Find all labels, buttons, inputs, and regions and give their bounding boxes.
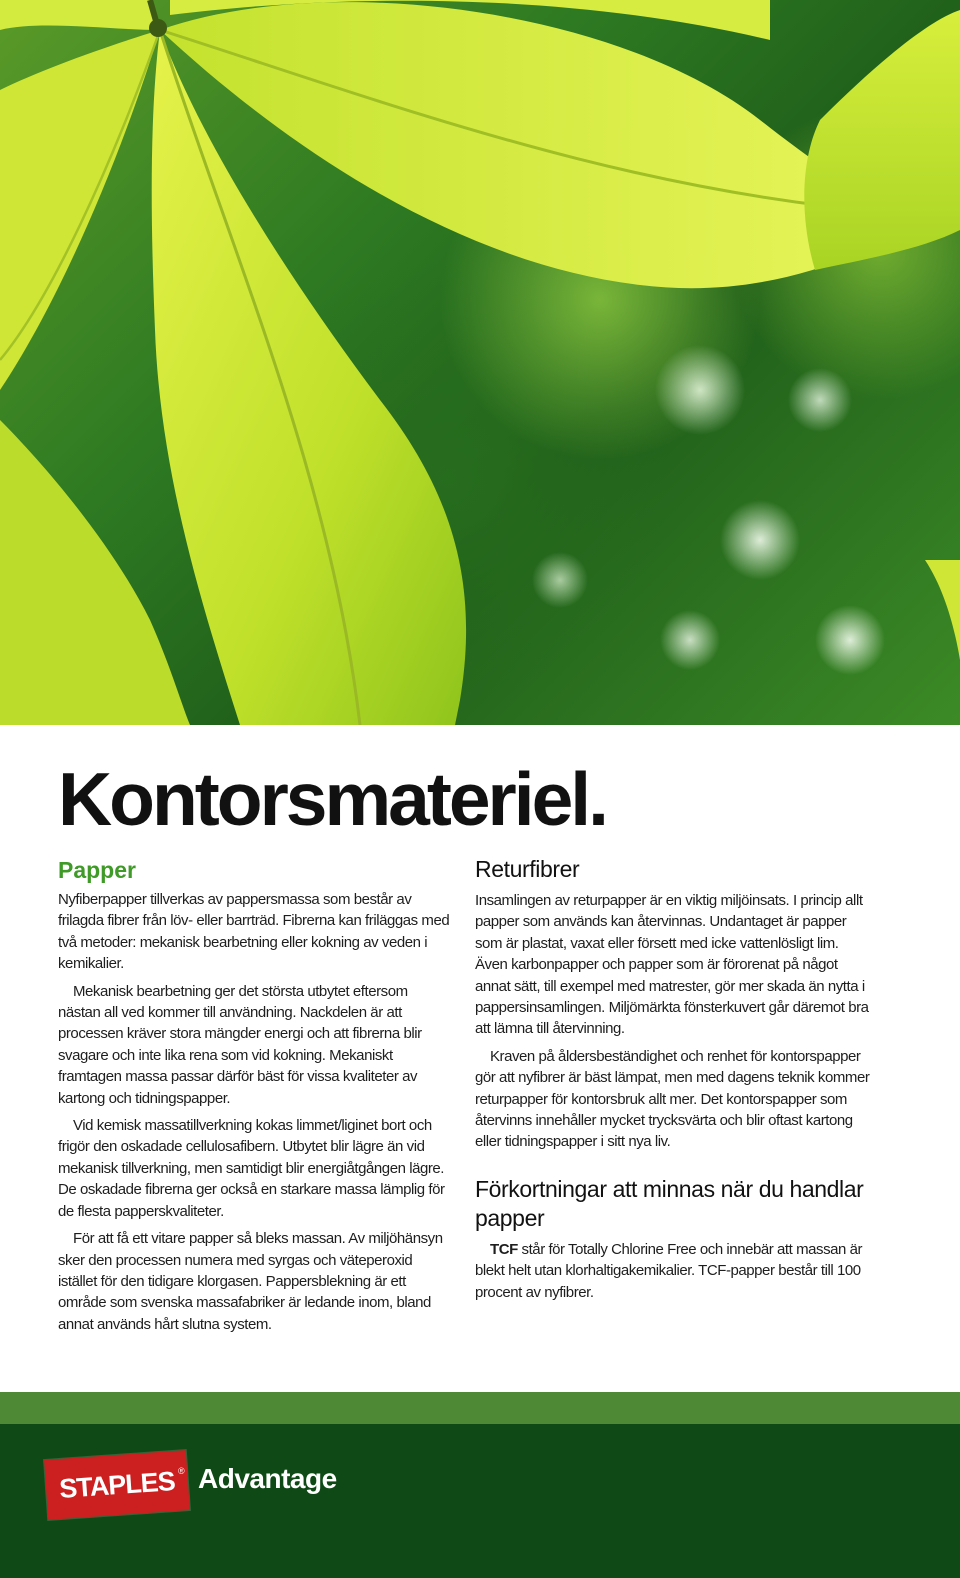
leaf-bottom-right: [925, 560, 960, 660]
leaf-far-right: [804, 10, 960, 270]
staples-logo-text: STAPLES: [58, 1465, 176, 1504]
heading-papper: Papper: [58, 857, 136, 883]
brand-suffix: Advantage: [198, 1463, 337, 1494]
left-column: [58, 855, 453, 1341]
registered-mark: ®: [178, 1466, 185, 1476]
right-column: [475, 855, 870, 1309]
paragraph: Mekanisk bearbetning ger det största utbytet eftersom nästan all ved kommer till användning. Nackdelen är att processen kräver stora mängder energi och att fibrerna blir svagare och inte lika rena som vid kokning. Mekaniskt framtagen massa passar därför bäst för vissa kvaliteter av kartong och tidningspapper.: [58, 982, 422, 1107]
leaf-top-left: [0, 0, 160, 30]
leaf-left: [0, 30, 160, 390]
page-title: Kontorsmateriel.: [58, 757, 606, 841]
leaf-lower-left: [0, 420, 190, 725]
paragraph: Nyfiberpapper tillverkas av pappersmassa som består av frilagda fibrer från löv- eller barrträd. Fibrerna kan friläggas med två metoder: mekanisk bearbetning eller kokning av veden i kemikalier.: [58, 891, 450, 973]
leaf-illustration: [0, 0, 960, 725]
paragraph-tcf: [475, 1239, 870, 1303]
paragraph: Kraven på åldersbeständighet och renhet för kontorspapper gör att nyfibrer är bäst lämpat, men med dagens teknik kommer returpapper för kontorsbruk allt mer. Det kontorspapper som återvinns innehåller mycket trycksvärta och blir oftast kartong eller tidningspapper i sitt nya liv.: [475, 1047, 870, 1151]
staples-logo: [44, 1450, 190, 1520]
tcf-term: TCF: [490, 1240, 518, 1258]
footer-accent-band: [0, 1392, 960, 1424]
heading-returfibrer: Returfibrer: [475, 856, 580, 882]
paragraph: Vid kemisk massatillverkning kokas limmet/liginet bort och frigör den oskadade cellulosafibern. Utbytet blir lägre än vid mekanisk tillverkning, men samtidigt blir energiåtgången lägre. De oskadade fibrerna ger också en starkare massa lämplig för de flesta papperskvaliteter.: [58, 1117, 445, 1220]
spacer: [475, 1159, 870, 1175]
paragraph: Insamlingen av returpapper är en viktig miljöinsats. I princip allt papper som används kan återvinnas. Undantaget är papper som är plastat, vaxat eller försett med icke vattenlösligt lim. Även karbonpapper och papper som är förorenat på något annat sätt, till exempel med matrester, gör mer skada än nytta i pappersinsamlingen. Miljömärkta fönsterkuvert går däremot bra att lämna till återvinning.: [475, 892, 869, 1038]
paragraph: För att få ett vitare papper så bleks massan. Av miljöhänsyn sker den processen numera med syrgas och väteperoxid istället för den tidigare klorgasen. Pappersblekning är ett område som svenska massafabriker är ledande inom, bland annat används hårt slutna system.: [58, 1230, 443, 1333]
hero-leaf-photo: [0, 0, 960, 725]
heading-forkortningar: Förkortningar att minnas när du handlar papper: [475, 1175, 864, 1231]
tcf-definition: står för Totally Chlorine Free och innebär att massan är blekt helt utan klorhaltigakemikalier. TCF-papper består till 100 procent av nyfibrer.: [475, 1240, 863, 1301]
